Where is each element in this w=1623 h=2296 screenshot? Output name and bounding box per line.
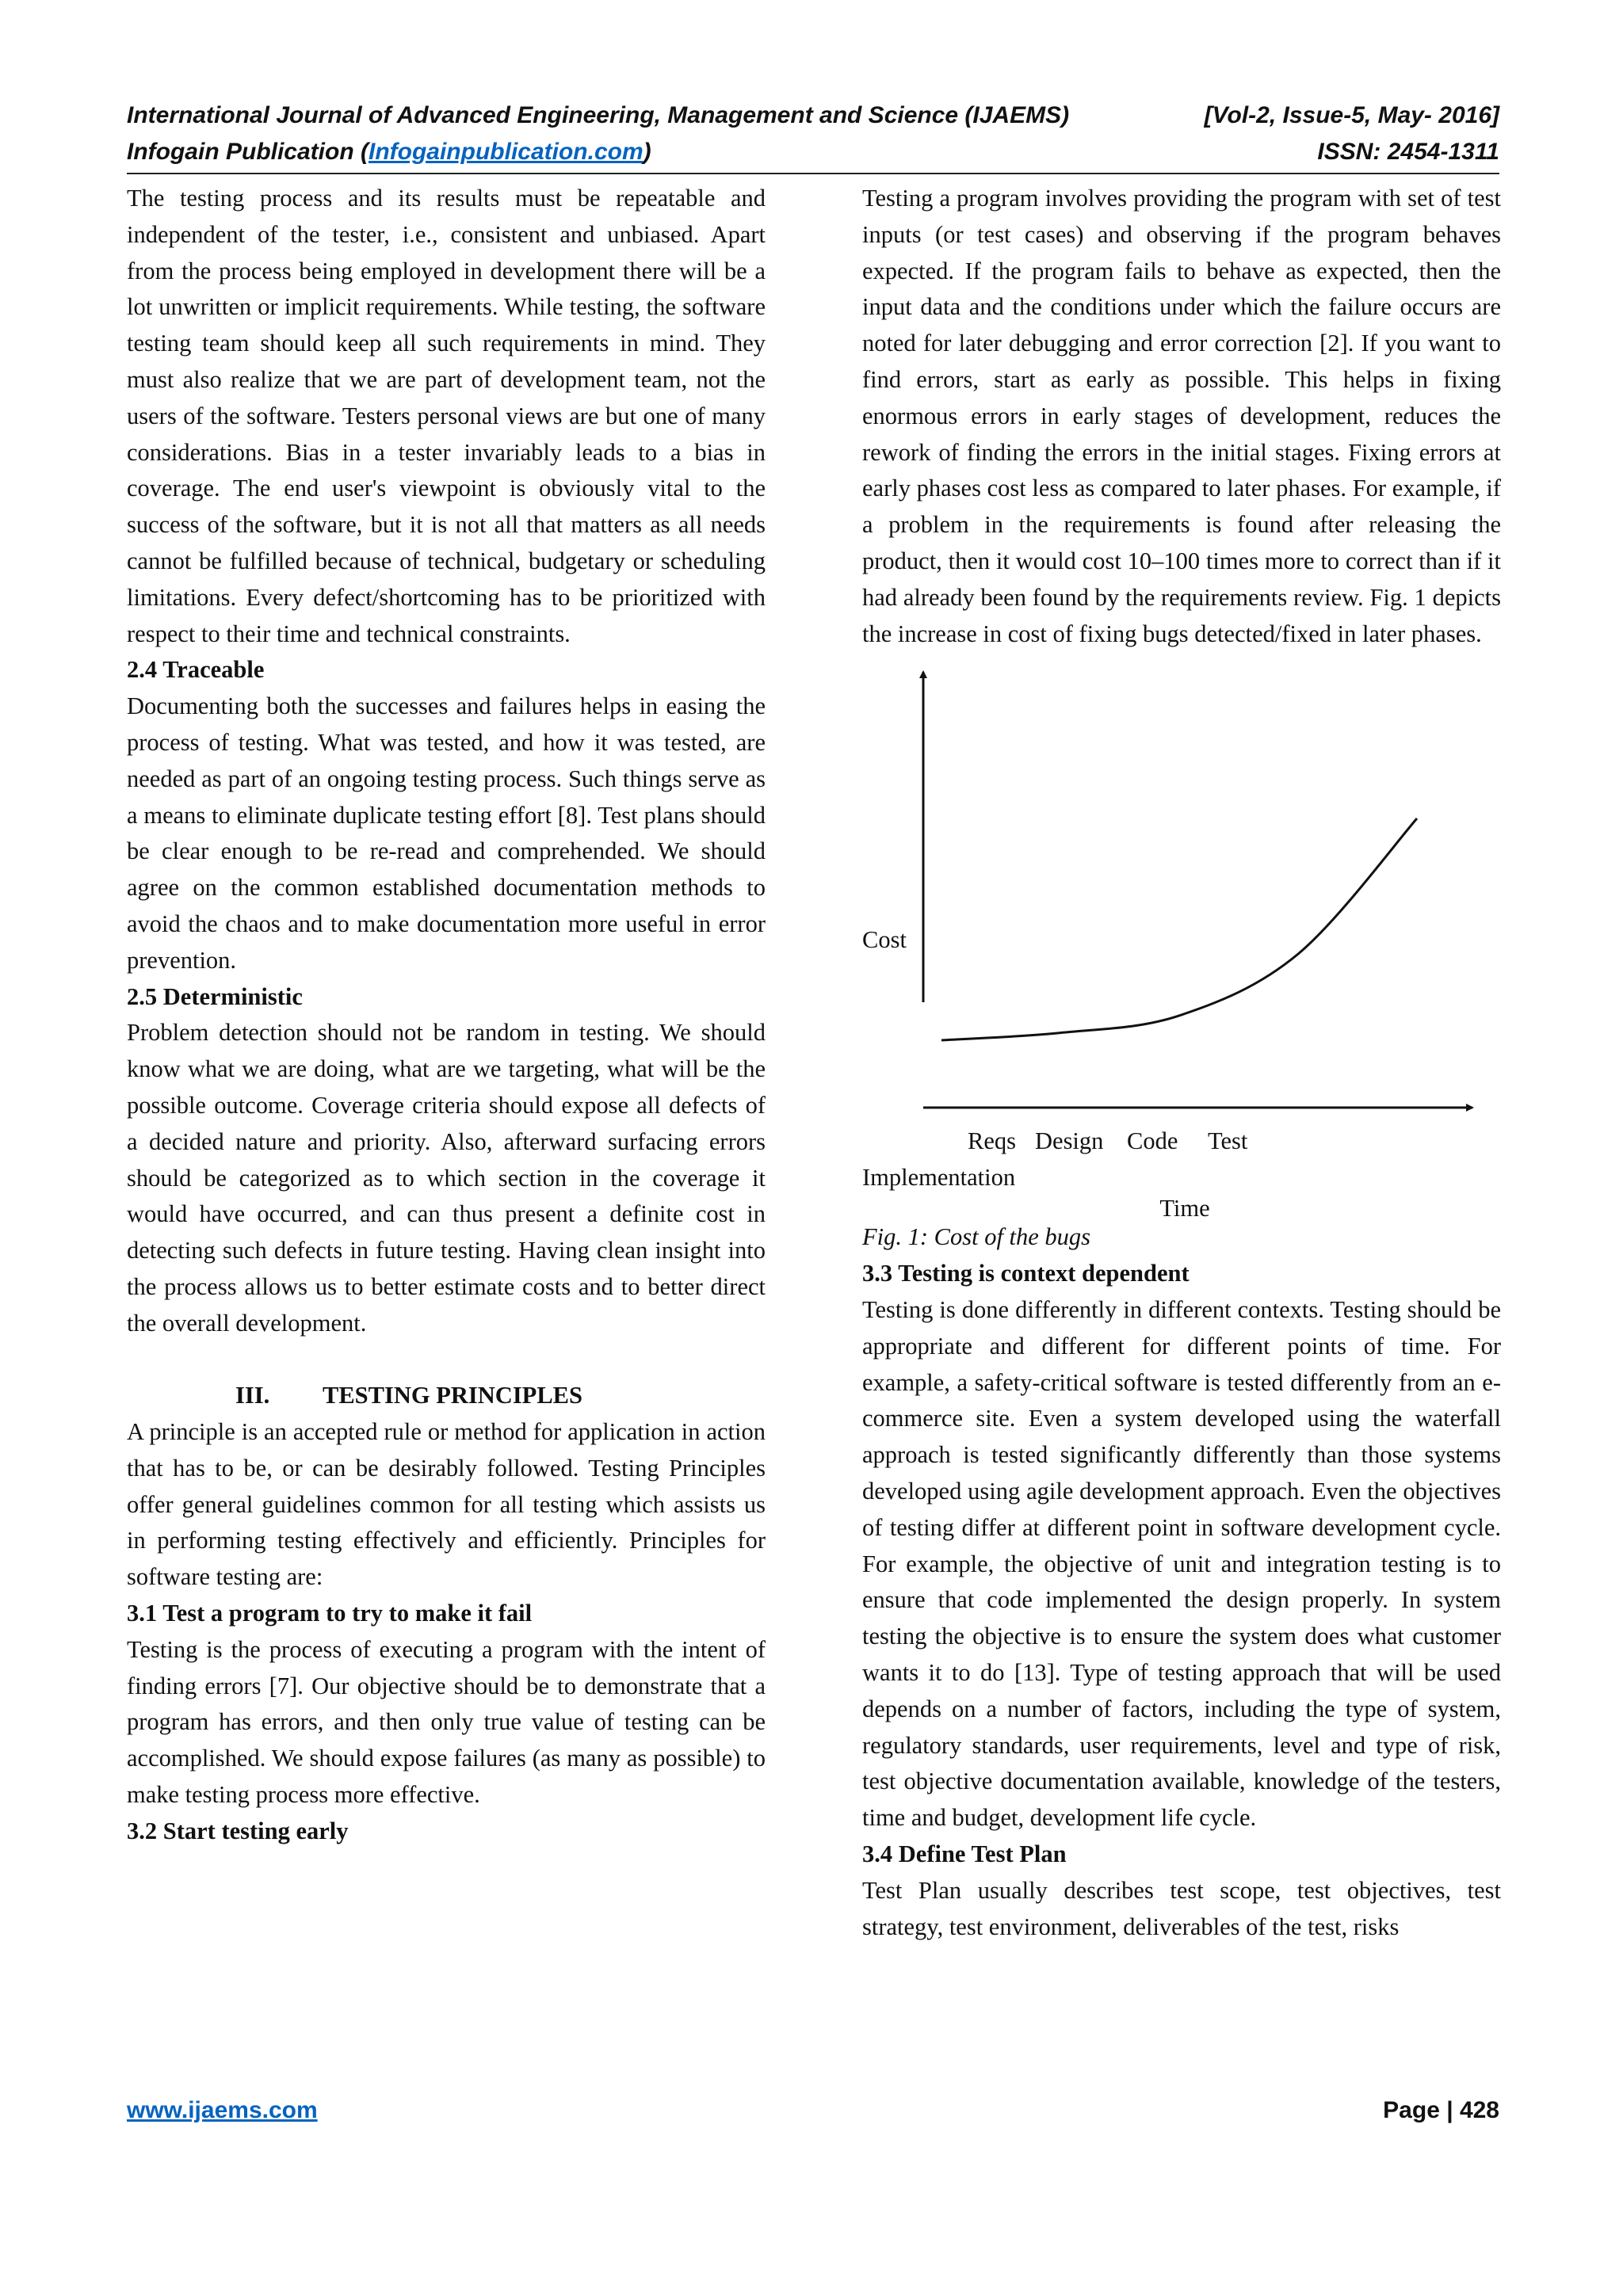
left-column	[127, 181, 766, 1850]
heading-3-4: 3.4 Define Test Plan	[862, 1840, 1067, 1867]
publisher-link[interactable]: Infogainpublication.com	[368, 139, 643, 165]
header-rule	[127, 173, 1499, 174]
heading-3-1: 3.1 Test a program to try to make it fail	[127, 1600, 533, 1627]
heading-2-4: 2.4 Traceable	[127, 656, 265, 684]
publisher-prefix: Infogain Publication (	[127, 139, 369, 165]
cost-curve	[941, 818, 1417, 1040]
y-axis-label: Cost	[862, 926, 907, 954]
right-column	[862, 181, 1501, 1945]
section-title: TESTING PRINCIPLES	[323, 1382, 582, 1409]
heading-2-5: 2.5 Deterministic	[127, 982, 303, 1010]
volume-info: [Vol-2, Issue-5, May- 2016]	[1204, 102, 1499, 128]
issn: ISSN: 2454-1311	[1317, 139, 1499, 165]
x-category-label: Reqs	[968, 1127, 1016, 1155]
paragraph: The testing process and its results must be repeatable and independent of the tester, i.e., consistent and unbiased. Apart from the process being employed in development there will be a lot unwritten or implicit requirements. While testing, the software testing team should keep all such requirements in mind. They must also realize that we are part of development team, not the users of the software. Testers personal views are but one of many considerations. Bias in a tester invariably leads to a bias in coverage. The end user's viewpoint is obviously vital to the success of the software, but it is not all that matters as all needs cannot be fulfilled because of technical, budgetary or scheduling limitations. Every defect/shortcoming has to be prioritized with respect to their time and technical constraints.	[127, 185, 766, 647]
section-number: III.	[235, 1382, 270, 1409]
paragraph: A principle is an accepted rule or method for application in action that has to be, or can be desirably followed. Testing Principles offer general guidelines common for all testing which assists us in performing testing effectively and efficiently. Principles for software testing are:	[127, 1418, 766, 1591]
x-category-labels	[862, 1127, 1248, 1191]
x-category-label: Test	[1208, 1127, 1248, 1155]
paragraph: Testing is the process of executing a program with the intent of finding errors [7]. Our objective should be to demonstrate that a program has errors, and then only true value of testing can be accomplished. We should expose failures (as many as possible) to make testing process more effective.	[127, 1635, 766, 1809]
x-axis-label: Time	[1159, 1195, 1210, 1220]
heading-3-2: 3.2 Start testing early	[127, 1817, 349, 1844]
publisher-suffix: )	[643, 139, 651, 165]
figure-cost-of-bugs	[862, 652, 1501, 1219]
page-number: Page | 428	[1383, 2097, 1499, 2123]
publisher	[127, 138, 651, 166]
section-heading-3	[127, 1378, 766, 1414]
paragraph: Documenting both the successes and failures helps in easing the process of testing. What was tested, and how it was tested, are needed as part of an ongoing testing process. Such things serve as a means to eliminate duplicate testing effort [8]. Test plans should be clear enough to be re-read and comprehended. We should agree on the common established documentation methods to avoid the chaos and to make documentation more useful in error prevention.	[127, 692, 766, 974]
journal-site-link[interactable]: www.ijaems.com	[127, 2097, 318, 2123]
journal-title: International Journal of Advanced Engineering, Management and Science (IJAEMS)	[127, 102, 1070, 128]
paragraph: Test Plan usually describes test scope, test objectives, test strategy, test environment, deliverables of the test, risks	[862, 1876, 1501, 1940]
paragraph: Problem detection should not be random in testing. We should know what we are doing, what are we targeting, what will be the possible outcome. Coverage criteria should expose all defects of a decided nature and priority. Also, afterward surfacing errors should be categorized as to which section in the coverage it would have occurred, and can thus present a definite cost in detecting such defects in future testing. Having clean insight into the process allows us to better estimate costs and to better direct the overall development.	[127, 1019, 766, 1337]
x-category-label: Implementation	[862, 1164, 1016, 1192]
paragraph: Testing a program involves providing the program with set of test inputs (or test cases) and observing if the program behaves expected. If the program fails to behave as expected, then the input data and the conditions under which the failure occurs are noted for later debugging and error correction [2]. If you want to find errors, start as early as possible. This helps in fixing enormous errors in early stages of development, reduces the rework of finding the errors in the initial stages. Fixing errors at early phases cost less as compared to later phases. For example, if a problem in the requirements is found after releasing the product, then it would cost 10–100 times more to correct than if it had already been found by the requirements review. Fig. 1 depicts the increase in cost of fixing bugs detected/fixed in later phases.	[862, 185, 1501, 647]
paragraph: Testing is done differently in different contexts. Testing should be appropriate and different for different points of time. For example, a safety-critical software is tested differently from an e-commerce site. Even a system developed using the waterfall approach is tested significantly differently than those systems developed using agile development approach. Even the objectives of testing differ at different point in software development cycle. For example, the objective of unit and integration testing is to ensure that code implemented the design properly. In system testing the objective is to ensure the system does what customer wants it to do [13]. Type of testing approach that will be used depends on a number of factors, including the type of system, regulatory standards, user requirements, level and type of risk, test objective documentation available, knowledge of the testers, time and budget, development life cycle.	[862, 1295, 1501, 1832]
figure-caption: Fig. 1: Cost of the bugs	[862, 1223, 1091, 1251]
cost-chart	[862, 652, 1501, 1219]
heading-3-3: 3.3 Testing is context dependent	[862, 1260, 1190, 1287]
x-category-label: Code	[1127, 1127, 1178, 1155]
x-category-label: Design	[1035, 1127, 1104, 1155]
